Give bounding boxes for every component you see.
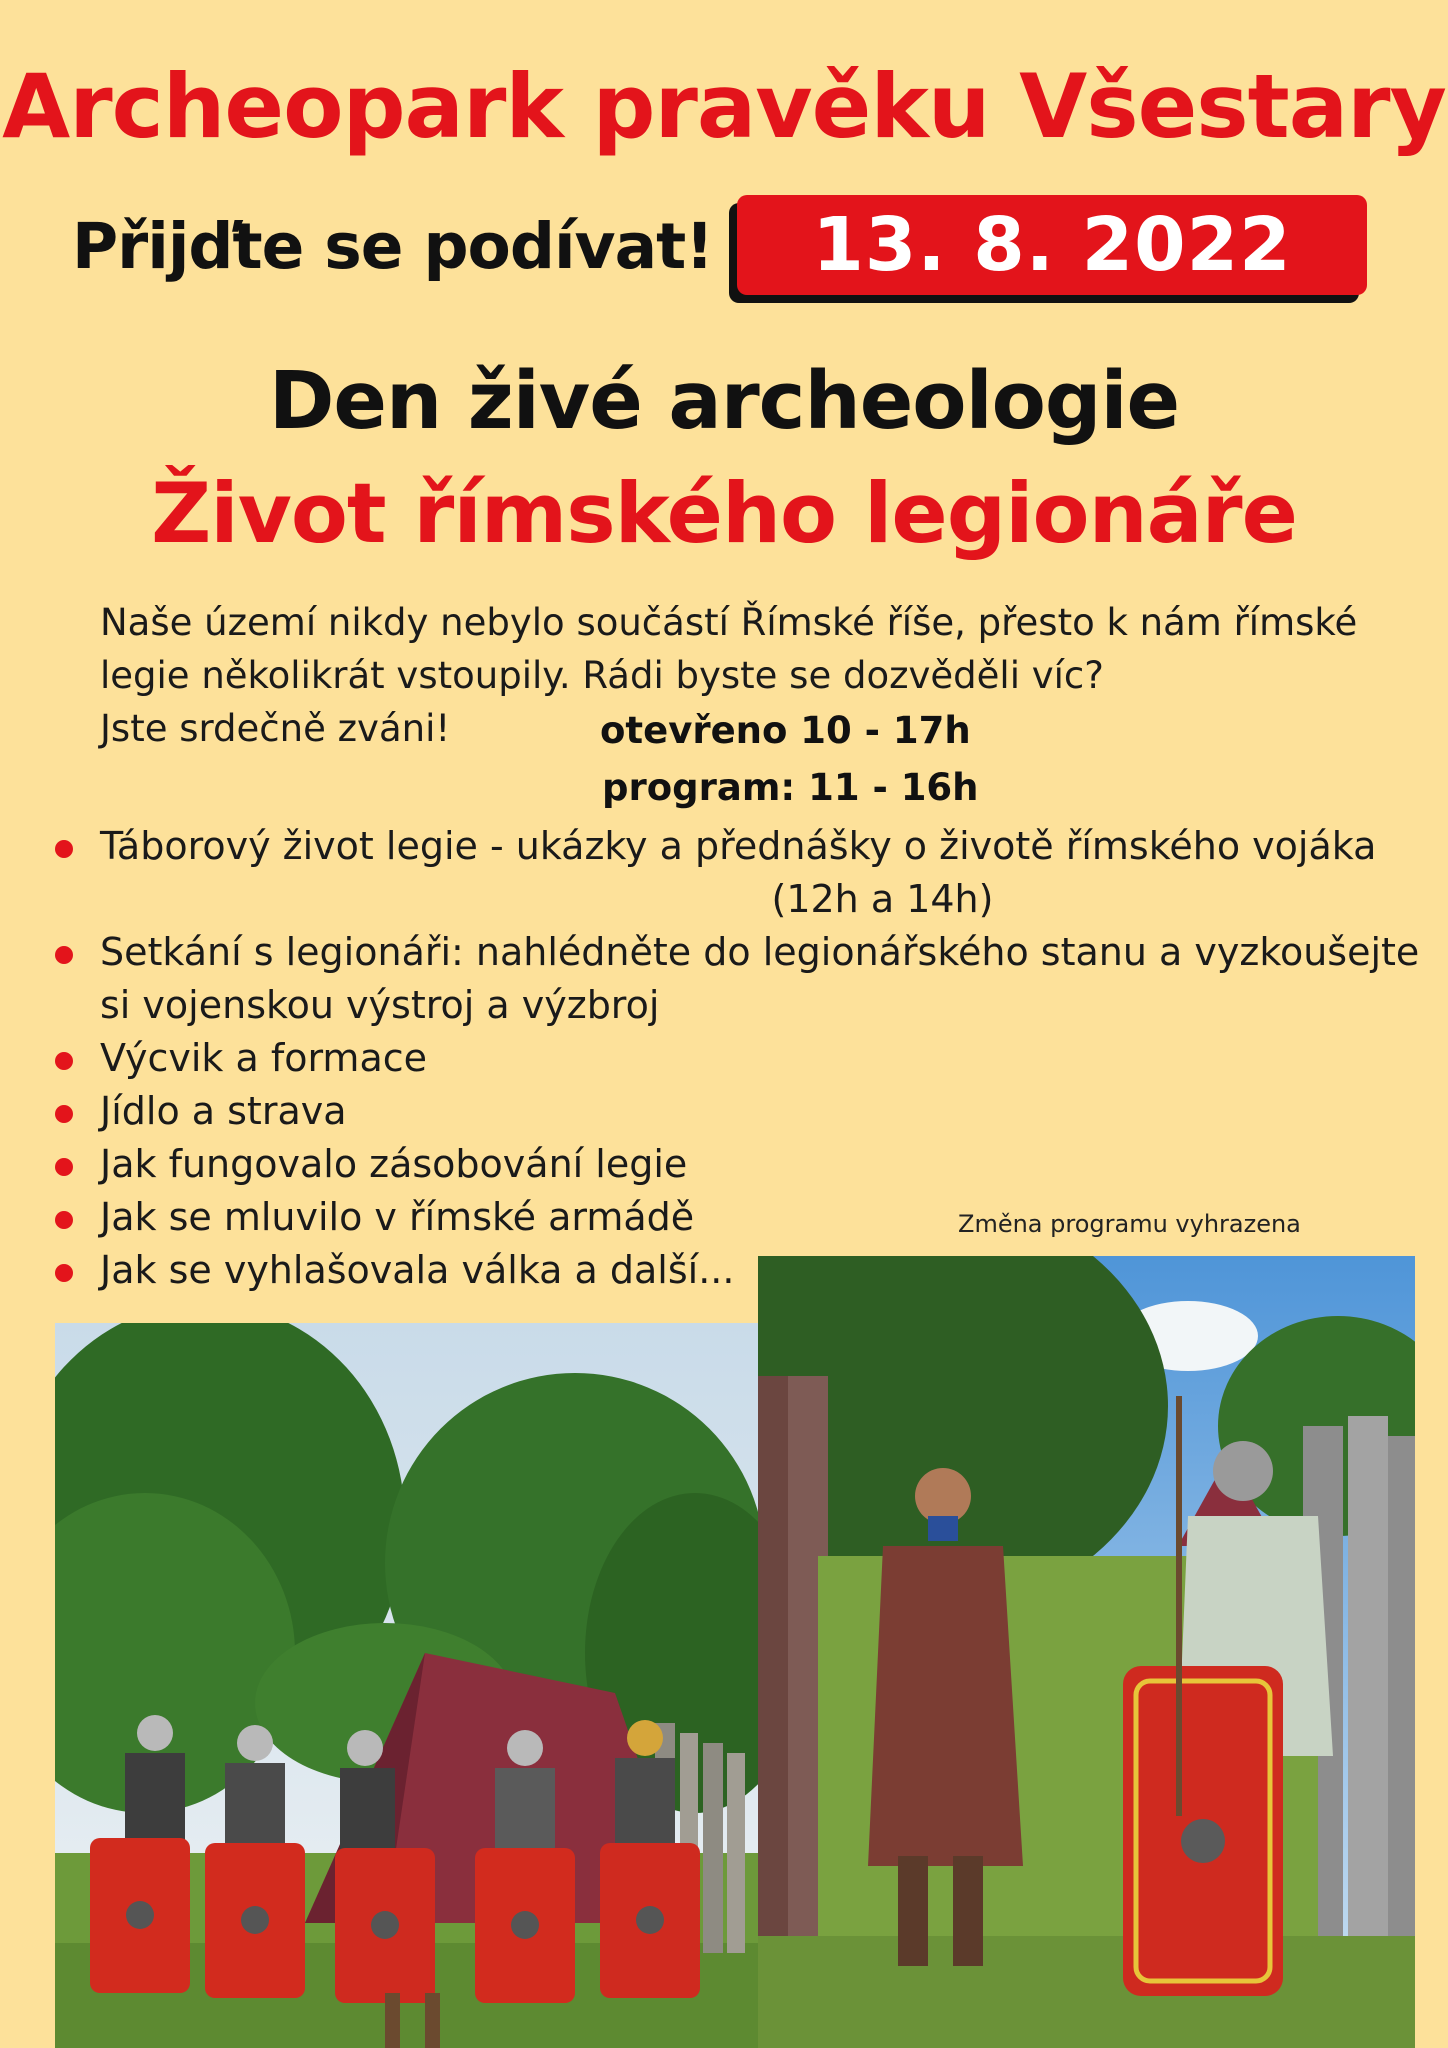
program-change-note: Změna programu vyhrazena <box>958 1210 1301 1238</box>
invite-text: Přijďte se podívat! <box>72 210 713 283</box>
opening-hours <box>600 702 979 816</box>
legionaries-photo <box>55 1323 758 2048</box>
program-hours: program: 11 - 16h <box>602 766 979 809</box>
bullet-icon <box>55 946 73 964</box>
intro-line: Jste srdečně zváni! <box>100 707 451 750</box>
bullet-icon <box>55 840 73 858</box>
event-name: Den živé archeologie <box>268 355 1180 447</box>
program-item-text: Jak fungovalo zásobování legie <box>100 1142 688 1186</box>
program-item <box>55 1085 1425 1138</box>
bullet-icon <box>55 1211 73 1229</box>
date-text: 13. 8. 2022 <box>812 202 1292 288</box>
intro-line: legie několikrát vstoupily. Rádi byste se dozvěděli víc? <box>100 654 1104 697</box>
program-item-text: Jak se mluvilo v římské armádě <box>100 1195 695 1239</box>
legionary-conversation-photo <box>758 1256 1415 2048</box>
date-badge <box>737 195 1367 295</box>
open-hours: otevřeno 10 - 17h <box>600 709 971 752</box>
program-item-times: (12h a 14h) <box>771 877 994 921</box>
program-item-text: Výcvik a formace <box>100 1036 428 1080</box>
poster-title: Archeopark pravěku Všestary <box>2 55 1446 158</box>
bullet-icon <box>55 1105 73 1123</box>
program-item <box>55 926 1425 1032</box>
event-theme: Život římského legionáře <box>151 465 1297 562</box>
bullet-icon <box>55 1158 73 1176</box>
program-item-text: Jak se vyhlašovala válka a další... <box>100 1248 735 1292</box>
program-item-text: Táborový život legie - ukázky a přednášky o životě římského vojáka <box>100 824 1377 868</box>
program-item <box>55 1138 1425 1191</box>
program-item <box>55 820 1425 926</box>
program-item <box>55 1032 1425 1085</box>
program-item-text: Jídlo a strava <box>100 1089 347 1133</box>
intro-line: Naše území nikdy nebylo součástí Římské říše, přesto k nám římské <box>100 601 1358 644</box>
bullet-icon <box>55 1264 73 1282</box>
program-item-text: Setkání s legionáři: nahlédněte do legionářského stanu a vyzkoušejte si vojenskou výstroj a výzbroj <box>100 930 1420 1027</box>
bullet-icon <box>55 1052 73 1070</box>
